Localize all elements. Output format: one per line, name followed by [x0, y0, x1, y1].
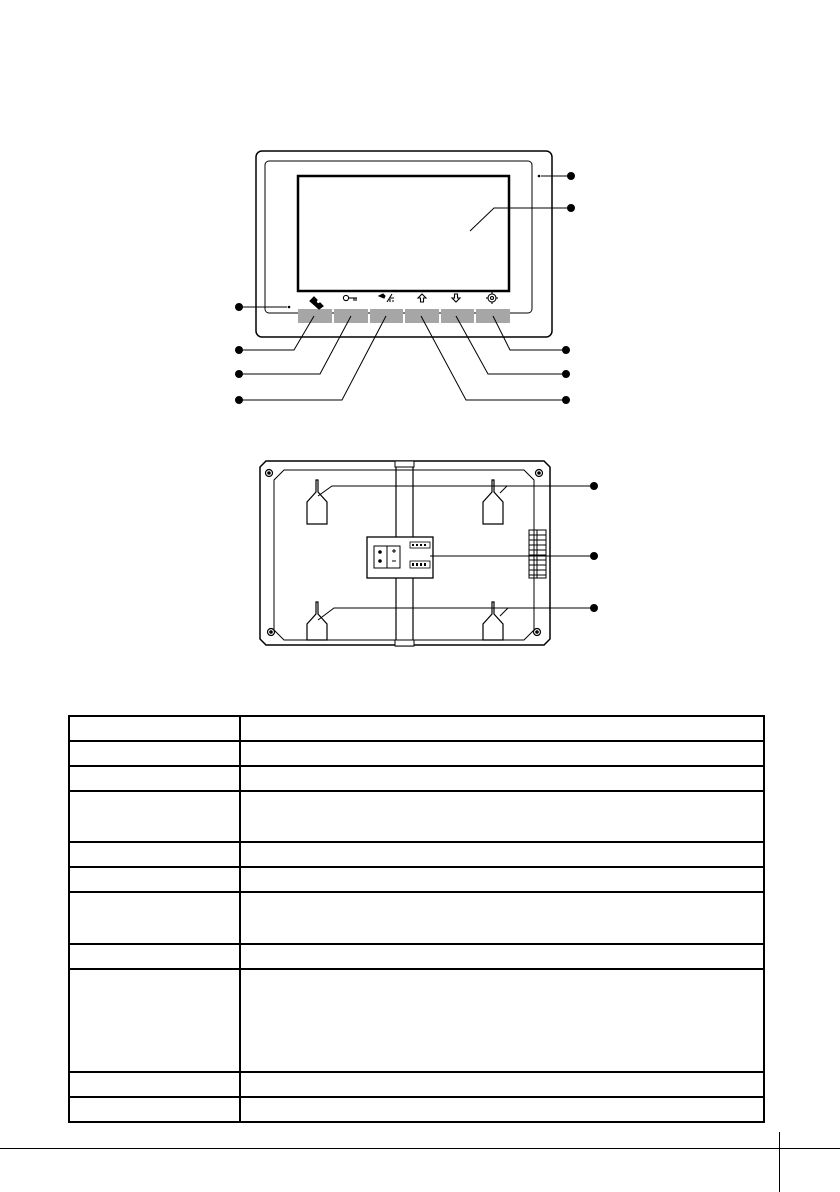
front-callouts — [236, 173, 575, 404]
back-callouts — [318, 483, 598, 621]
up-arrow-icon — [418, 294, 426, 302]
side-vents — [529, 530, 546, 578]
table-row — [69, 791, 764, 842]
bracket-bottom-tab — [395, 640, 414, 646]
back-view — [260, 461, 598, 646]
footer-rule — [0, 1148, 840, 1149]
row-value — [240, 1072, 764, 1097]
row-value — [240, 944, 764, 969]
table-row — [69, 969, 764, 1072]
row-value — [240, 867, 764, 892]
row-label — [69, 766, 240, 791]
row-label — [69, 969, 240, 1072]
row-label — [69, 842, 240, 867]
row-value — [240, 892, 764, 944]
bracket-top-tab — [395, 461, 414, 467]
row-label — [69, 741, 240, 766]
button-strip — [298, 309, 510, 323]
front-button-1[interactable] — [298, 309, 332, 323]
unlock-key-icon — [343, 295, 357, 301]
table-row — [69, 842, 764, 867]
front-view — [236, 151, 575, 404]
row-label — [69, 716, 240, 741]
row-label — [69, 1097, 240, 1122]
microphone-hole — [288, 306, 291, 309]
row-label — [69, 791, 240, 842]
row-value — [240, 716, 764, 741]
row-value — [240, 741, 764, 766]
specifications-table — [68, 715, 765, 1123]
front-button-4[interactable] — [405, 309, 439, 323]
row-value — [240, 791, 764, 842]
row-label — [69, 944, 240, 969]
row-value — [240, 1097, 764, 1122]
table-row — [69, 766, 764, 791]
intercom-transfer-icon — [379, 294, 394, 302]
table-row — [69, 1072, 764, 1097]
down-arrow-icon — [452, 294, 460, 302]
table-row — [69, 944, 764, 969]
table-row — [69, 716, 764, 741]
row-value — [240, 766, 764, 791]
row-label — [69, 892, 240, 944]
front-button-3[interactable] — [370, 309, 403, 323]
table-row — [69, 1097, 764, 1122]
table-row — [69, 867, 764, 892]
table-row — [69, 892, 764, 944]
footer-page-separator — [779, 1132, 780, 1192]
monitor-screen — [298, 176, 509, 291]
row-label — [69, 1072, 240, 1097]
table-row — [69, 741, 764, 766]
terminal-block — [367, 537, 433, 578]
row-value — [240, 842, 764, 867]
power-indicator — [538, 175, 541, 178]
call-handset-icon — [310, 297, 323, 309]
row-label — [69, 867, 240, 892]
settings-gear-icon — [486, 292, 498, 304]
row-value — [240, 969, 764, 1072]
front-button-5[interactable] — [441, 309, 474, 323]
